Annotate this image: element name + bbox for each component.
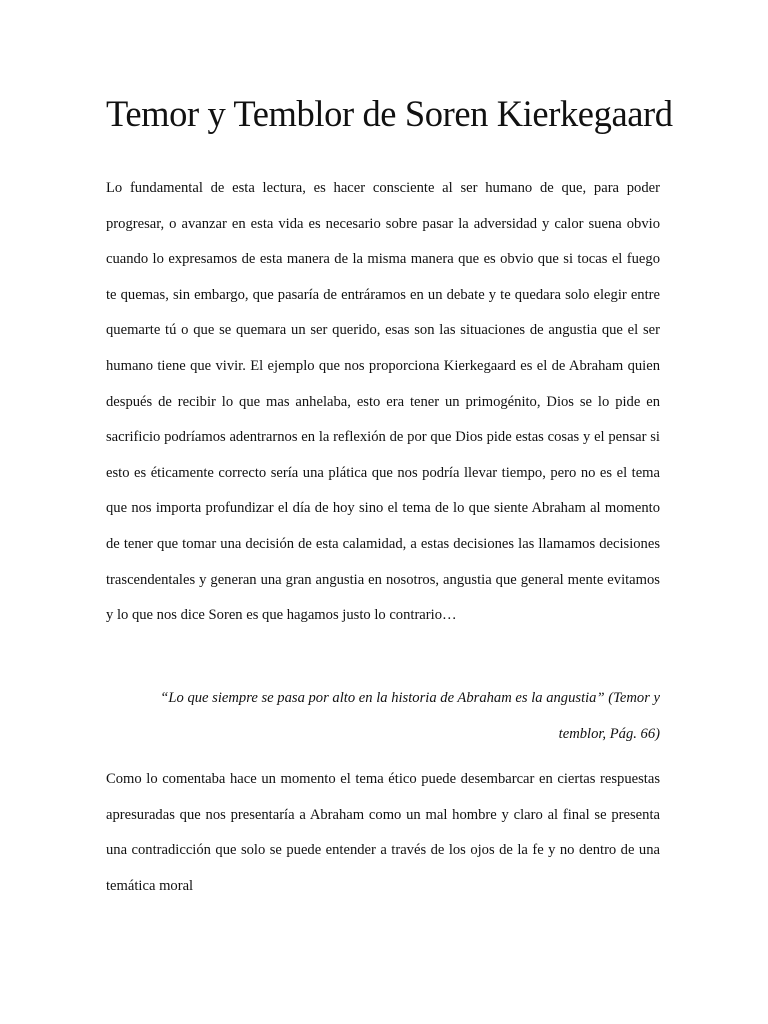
body-paragraph-2: Como lo comentaba hace un momento el tema ético puede desembarcar en ciertas respuestas apresuradas que nos presentaría a Abraham como un mal hombre y claro al final se presenta una contradicción que solo se puede entender a través de los ojos de la fe y no dentro de una temática moral [106,771,660,894]
block-quote: “Lo que siempre se pasa por alto en la historia de Abraham es la angustia” (Temor y temblor, Pág. 66) [160,690,660,742]
document-title: Temor y Temblor de Soren Kierkegaard [106,93,673,134]
body-paragraph-1: Lo fundamental de esta lectura, es hacer consciente al ser humano de que, para poder progresar, o avanzar en esta vida es necesario sobre pasar la adversidad y calor suena obvio cuando lo expresamos de esta manera de la misma manera que es obvio que si tocas el fuego te quemas, sin embargo, que pasaría de entráramos en un debate y te quedara solo elegir entre quemarte tú o que se quemara un ser querido, esas son las situaciones de angustia que el ser humano tiene que vivir. El ejemplo que nos proporciona Kierkegaard es el de Abraham quien después de recibir lo que mas anhelaba, esto era tener un primogénito, Dios se lo pide en sacrificio podríamos adentrarnos en la reflexión de por que Dios pide estas cosas y el pensar si esto es éticamente correcto sería una plática que nos podría llevar tiempo, pero no es el tema que nos importa profundizar el día de hoy sino el tema de lo que siente Abraham al momento de tener que tomar una decisión de esta calamidad, a estas decisiones las llamamos decisiones trascendentales y generan una gran angustia en nosotros, angustia que general mente evitamos y lo que nos dice Soren es que hagamos justo lo contrario… [106,180,660,624]
